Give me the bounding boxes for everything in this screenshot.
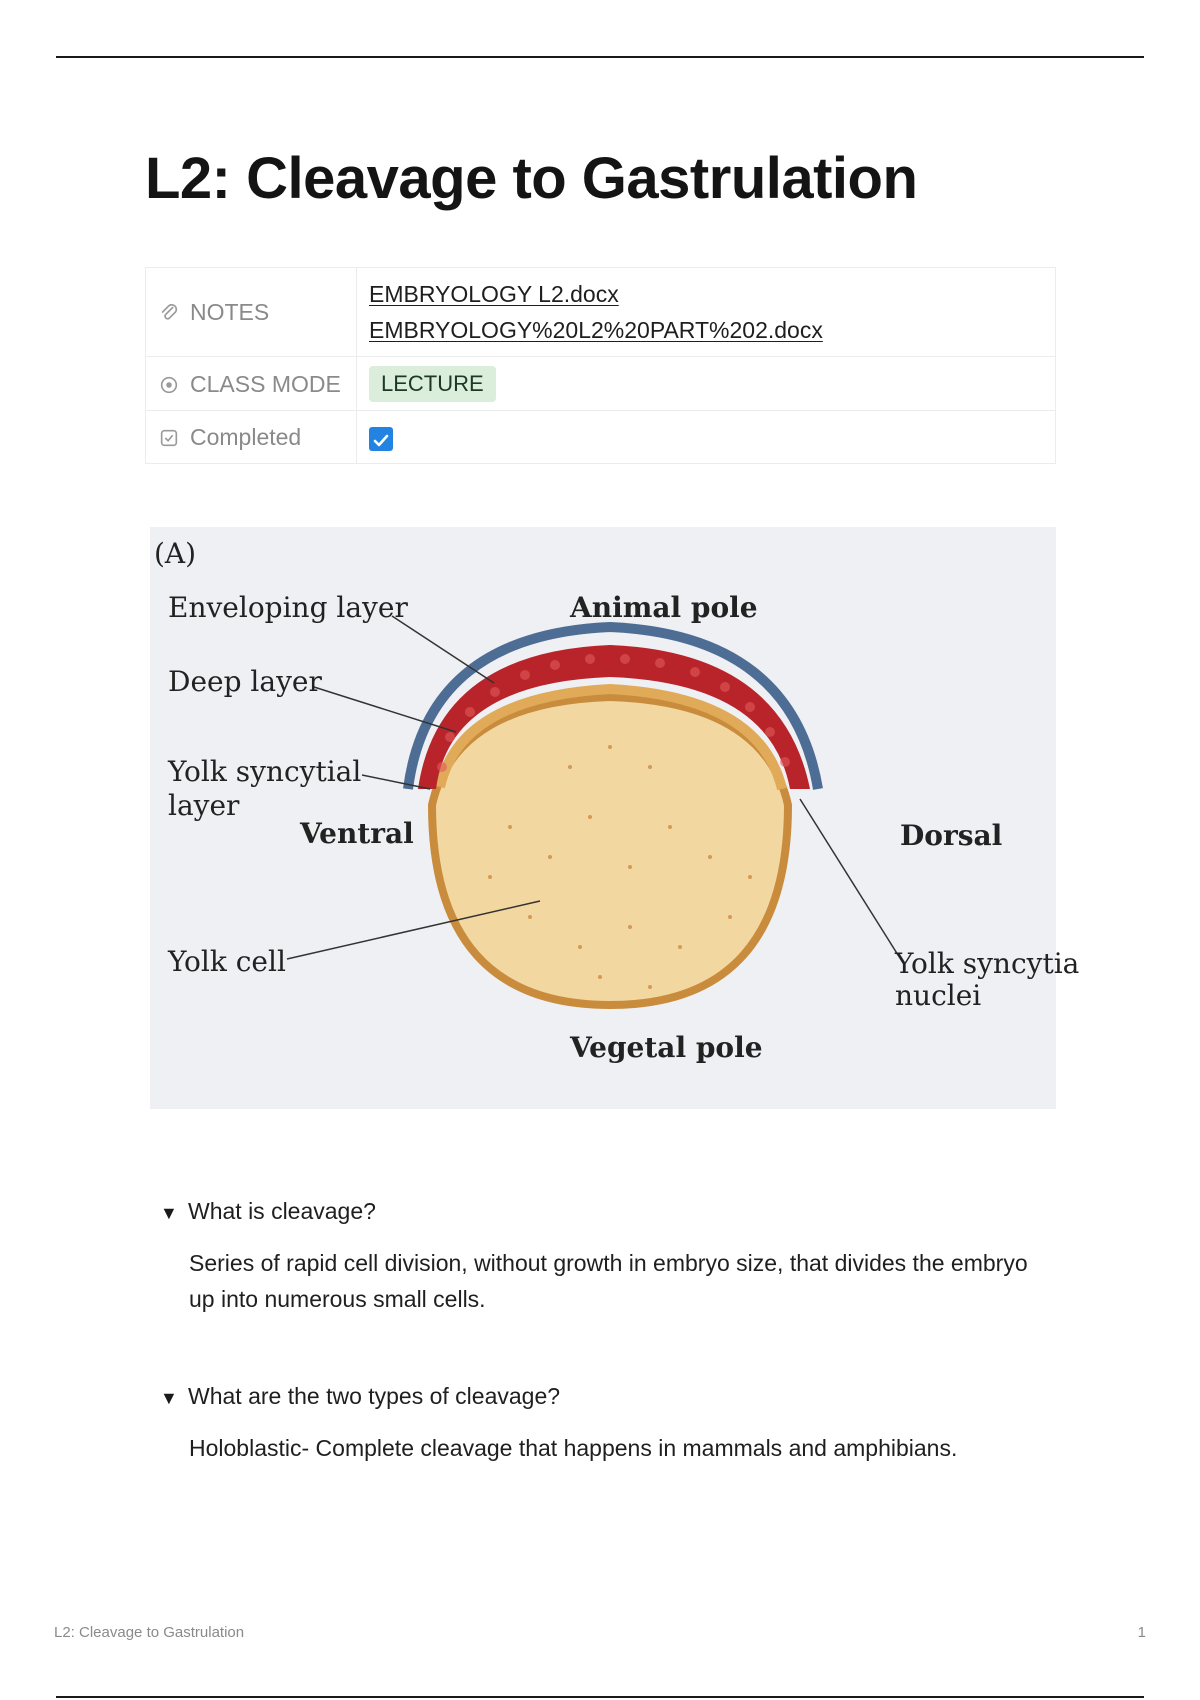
property-value-completed [357, 411, 1056, 464]
page-title: L2: Cleavage to Gastrulation [145, 146, 918, 211]
property-label-completed: Completed [190, 424, 302, 450]
toggle-question-2: What are the two types of cleavage? [188, 1383, 561, 1409]
completed-checkbox[interactable] [369, 427, 393, 451]
embryo-diagram-image [150, 527, 1080, 1109]
toggle-answer-2: Holoblastic- Complete cleavage that happens in mammals and amphibians. [189, 1435, 958, 1461]
property-value-class-mode [357, 357, 1056, 411]
figure-panel-label: (A) [154, 537, 197, 570]
label-enveloping-layer: Enveloping layer [168, 591, 408, 624]
file-link-1[interactable]: EMBRYOLOGY L2.docx [369, 281, 619, 307]
property-key-class-mode [146, 357, 357, 411]
class-mode-tag[interactable]: LECTURE [369, 366, 496, 402]
property-row-notes [146, 268, 1056, 357]
toggle-header-1[interactable] [160, 1195, 1060, 1229]
header-divider [56, 56, 1144, 58]
toggle-block-2 [160, 1380, 1060, 1466]
property-label-class-mode: CLASS MODE [190, 370, 341, 397]
label-ventral: Ventral [300, 817, 414, 850]
label-yolk-syncytial-nuclei-1: Yolk syncytia [895, 947, 1080, 980]
property-row-class-mode [146, 357, 1056, 411]
toggle-answer-1: Series of rapid cell division, without growth in embryo size, that divides the embryo up into numerous small cells. [189, 1250, 1028, 1312]
label-yolk-cell: Yolk cell [168, 945, 286, 978]
toggle-open-icon[interactable]: ▼ [160, 1388, 178, 1408]
footer-title: L2: Cleavage to Gastrulation [54, 1624, 245, 1641]
property-label-notes: NOTES [190, 299, 270, 325]
property-row-completed [146, 411, 1056, 464]
footer-divider [56, 1696, 1144, 1698]
checkbox-outline-icon [158, 427, 180, 449]
toggle-question-1: What is cleavage? [188, 1198, 376, 1224]
label-animal-pole: Animal pole [570, 591, 758, 624]
properties-table [145, 267, 1056, 464]
checkmark-icon [369, 429, 393, 453]
property-key-completed [146, 411, 357, 464]
toggle-block-1 [160, 1195, 1060, 1317]
footer-page-number: 1 [1137, 1624, 1146, 1641]
toggle-open-icon[interactable]: ▼ [160, 1203, 178, 1223]
toggle-header-2[interactable] [160, 1380, 1060, 1414]
label-vegetal-pole: Vegetal pole [570, 1031, 763, 1064]
file-link-2[interactable]: EMBRYOLOGY%20L2%20PART%202.docx [369, 317, 823, 343]
property-value-notes [357, 268, 1056, 357]
property-key-notes [146, 268, 357, 357]
target-icon [158, 374, 180, 396]
label-yolk-syncytial-nuclei-2: nuclei [895, 979, 982, 1012]
paperclip-icon [158, 302, 180, 324]
label-yolk-syncytial-layer-1: Yolk syncytial [168, 755, 362, 788]
label-yolk-syncytial-layer-2: layer [168, 789, 240, 822]
label-deep-layer: Deep layer [168, 665, 322, 698]
embryo-diagram-svg [150, 527, 1080, 1109]
label-dorsal: Dorsal [900, 819, 1003, 852]
yolk-cell-shape [432, 697, 788, 1005]
